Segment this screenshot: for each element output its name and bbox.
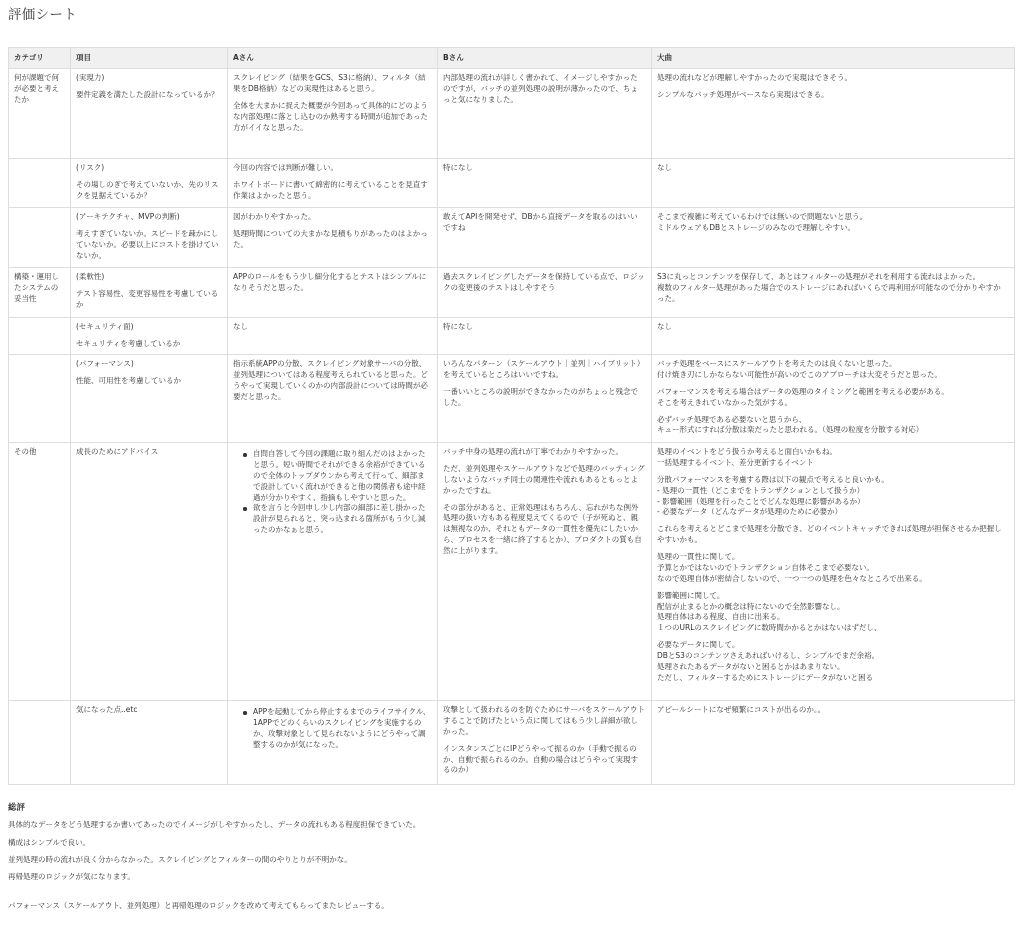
summary-section bbox=[8, 802, 1008, 919]
header-category: カテゴリ bbox=[9, 48, 71, 69]
a-cell bbox=[228, 69, 438, 159]
table-row bbox=[9, 268, 1015, 318]
cell-line: そこまで複雑に考えているわけでは無いので問題ないと思う。 bbox=[657, 212, 867, 221]
cell-paragraph: 内部処理の流れが詳しく書かれて、イメージしやすかったのですが、バッチの並列処理の説明が薄かったので、ちょっと気になりました。 bbox=[443, 73, 638, 104]
c-cell bbox=[652, 355, 1015, 443]
summary-line: 具体的なデータをどう処理するか書いてあったのでイメージがしやすかったし、データの流れもある程度担保できていた。 bbox=[8, 820, 421, 830]
item-cell bbox=[71, 318, 228, 355]
a-cell bbox=[228, 355, 438, 443]
cell-paragraph: 性能、可用性を考慮しているか bbox=[76, 375, 181, 385]
b-cell bbox=[438, 443, 652, 701]
b-cell bbox=[438, 268, 652, 318]
item-cell bbox=[71, 208, 228, 268]
b-cell bbox=[438, 159, 652, 208]
cell-paragraph: (実現力) bbox=[76, 73, 105, 82]
cell-paragraph bbox=[657, 415, 1008, 437]
cell-paragraph: 全体を大まかに捉えた概要が今回あって具体的にどのような内部処理に落とし込むのか熟考する時間が追加であった方がイイなと思った。 bbox=[233, 100, 428, 132]
a-cell bbox=[228, 268, 438, 318]
category-cell bbox=[9, 318, 71, 355]
category-cell: 構築・運用したシステムの妥当性 bbox=[9, 268, 71, 318]
cell-paragraph: バッチ中身の処理の流れが丁寧でわかりやすかった。 bbox=[443, 447, 623, 456]
cell-line: 処理の一貫性に関して。 bbox=[657, 552, 740, 561]
item-cell bbox=[71, 159, 228, 208]
cell-paragraph: これらを考えるとどこまで処理を分散でき、どのイベントキャッチできれば処理が担保させるか把握しやすいかも。 bbox=[657, 524, 1002, 545]
cell-line: S3に丸っとコンテンツを保存して、あとはフィルターの処理がそれを利用する流れはよかった。 bbox=[657, 272, 981, 281]
c-cell bbox=[652, 268, 1015, 318]
cell-paragraph: その場しのぎで考えていないか、先のリスクを見据えているか？ bbox=[76, 179, 219, 200]
cell-paragraph: 敢えてAPIを開発せず、DBから直接データを取るのはいいですね bbox=[443, 212, 638, 232]
cell-paragraph: 要件定義を満たした設計になっているか？ bbox=[76, 89, 219, 99]
cell-line: キュー形式にすれば分散は楽だったと思われる。（処理の粒度を分散する対応） bbox=[657, 425, 924, 435]
bullet-list bbox=[233, 707, 431, 751]
cell-line: ただし、フィルターするためにストレージにデータがないと困る bbox=[657, 672, 874, 682]
cell-line: そこを考えきれていなかった気がする。 bbox=[657, 397, 792, 407]
cell-paragraph bbox=[657, 552, 1008, 585]
cell-paragraph: (リスク) bbox=[76, 163, 105, 172]
category-cell: その他 bbox=[9, 443, 71, 701]
list-item: 欲を言うと今回申し少し内部の細部に差し掛かった設計が見られると、突っ込まれる箇所がもう少し減ったのかなぁと思う。 bbox=[241, 503, 431, 536]
cell-paragraph bbox=[657, 359, 1008, 381]
item-cell bbox=[71, 69, 228, 159]
c-cell bbox=[652, 701, 1015, 785]
c-cell bbox=[652, 69, 1015, 159]
category-cell bbox=[9, 701, 71, 785]
summary-heading: 総評 bbox=[8, 803, 26, 813]
list-item: 自問自答して今回の課題に取り組んだのはよかったと思う。短い時間でそれができる余裕ができているので全体のトップダウンから考えて行って、細部まで設計していく流れができると他の関係者も途中経過が分かりやすく、指摘もしやすいと思った。 bbox=[241, 449, 431, 503]
b-cell bbox=[438, 355, 652, 443]
cell-paragraph: スクレイピング（結果をGCS、S3に格納）、フィルタ（結果をDB格納）などの実現性はあると思う。 bbox=[233, 73, 426, 93]
category-cell bbox=[9, 208, 71, 268]
table-row bbox=[9, 443, 1015, 701]
cell-line: 処理自体はある程度、自由に出来る。 bbox=[657, 612, 785, 622]
cell-paragraph: (パフォーマンス) bbox=[76, 359, 134, 368]
cell-line: 一括処理するイベント、差分更新するイベント bbox=[657, 457, 814, 467]
cell-paragraph: なし bbox=[657, 163, 672, 172]
table-row bbox=[9, 701, 1015, 785]
cell-line: ミドルウェアもDBとストレージのみなので理解しやすい。 bbox=[657, 222, 855, 232]
cell-line: パフォーマンスを考える場合はデータの処理のタイミングと範囲を考える必要がある。 bbox=[657, 386, 949, 396]
a-cell bbox=[228, 208, 438, 268]
table-row bbox=[9, 318, 1015, 355]
cell-paragraph bbox=[657, 212, 1008, 234]
table-row bbox=[9, 355, 1015, 443]
cell-paragraph bbox=[657, 447, 1008, 469]
cell-line: - 必要なデータ（どんなデータが処理のために必要か） bbox=[657, 507, 843, 517]
cell-line: DBとS3のコンテンツさえあればいけるし、シンプルでまだ余裕。 bbox=[657, 651, 880, 660]
a-cell bbox=[228, 701, 438, 785]
cell-paragraph: ホワイトボードに書いて綿密的に考えていることを見直す作業はよかったと思う。 bbox=[233, 179, 428, 200]
item-cell bbox=[71, 443, 228, 701]
cell-line: 付け焼き刃にしかならない可能性が高いのでこのアプローチは大変そうだと思った。 bbox=[657, 369, 942, 379]
header-item: 項目 bbox=[71, 48, 228, 69]
cell-line: なので処理自体が密結合しないので、一つ一つの処理を色々なところで出来る。 bbox=[657, 573, 927, 583]
cell-paragraph: 過去スクレイピングしたデータを保持している点で、ロジックの変更後のテストはしやすそう bbox=[443, 272, 645, 292]
cell-line: 処理のイベントをどう扱うか考えると面白いかもね。 bbox=[657, 447, 837, 456]
c-cell bbox=[652, 208, 1015, 268]
cell-paragraph: 図がわかりやすかった。 bbox=[233, 212, 316, 221]
cell-paragraph bbox=[657, 475, 1008, 519]
b-cell bbox=[438, 318, 652, 355]
cell-line: 必ずバッチ処理である必要ないと思うから、 bbox=[657, 414, 807, 424]
item-cell bbox=[71, 268, 228, 318]
cell-paragraph bbox=[657, 591, 1008, 635]
cell-line: 分散パフォーマンスを考慮する際は以下の観点で考えると良いかも。 bbox=[657, 474, 889, 484]
cell-line: 必要なデータに関して。 bbox=[657, 640, 740, 650]
b-cell bbox=[438, 69, 652, 159]
cell-paragraph: 指示系統APPの分散、スクレイピング対象サーバの分散、並列処理についてはある程度考えられていると思った。どうやって実現していくのかの内部設計については時間が必要だと思った。 bbox=[233, 359, 428, 401]
cell-paragraph: いろんなパターン（スケールアウト｜並列｜ハイブリット）を考えているところはいいですね。 bbox=[443, 359, 645, 379]
c-cell bbox=[652, 318, 1015, 355]
cell-line: - 処理の一貫性（どこまでをトランザクションとして扱うか） bbox=[657, 485, 865, 495]
header-b: Bさん bbox=[438, 48, 652, 69]
a-cell bbox=[228, 318, 438, 355]
cell-line: - 影響範囲（処理を行ったことでどんな処理に影響があるか） bbox=[657, 496, 865, 506]
summary-final: パフォーマンス（スケールアウト、並列処理）と再帰処理のロジックを改めて考えてもらってまたレビューする。 bbox=[8, 901, 389, 911]
cell-paragraph: 成長のためにアドバイス bbox=[76, 447, 159, 456]
cell-paragraph: なし bbox=[657, 322, 672, 331]
cell-paragraph bbox=[657, 272, 1008, 305]
summary-line: 構成はシンプルで良い。 bbox=[8, 837, 91, 847]
table-row bbox=[9, 159, 1015, 208]
cell-paragraph: 処理時間についての大まかな見積もりがあったのはよかった。 bbox=[233, 228, 428, 249]
header-a: Aさん bbox=[228, 48, 438, 69]
b-cell bbox=[438, 701, 652, 785]
cell-paragraph: 今回の内容では判断が難しい。 bbox=[233, 163, 338, 172]
cell-paragraph: 攻撃として扱われるのを防ぐためにサーバをスケールアウトすることで防げたという点に関してはもう少し詳細が欲しかった。 bbox=[443, 705, 645, 736]
cell-paragraph: 考えすぎていないか。スピードを疎かにしていないか。必要以上にコストを掛けていないか。 bbox=[76, 228, 219, 260]
cell-paragraph: シンプルなバッチ処理がベースなら実現はできる。 bbox=[657, 89, 829, 99]
cell-line: 影響範囲に関して。 bbox=[657, 590, 725, 600]
cell-paragraph: (柔軟性) bbox=[76, 272, 105, 281]
cell-paragraph: ただ、並列処理やスケールアウトなどで処理のバッティングしないようなバッチ同士の関連性や流れもあるともっとよかったですね。 bbox=[443, 463, 645, 495]
cell-paragraph: 気になった点..etc bbox=[76, 705, 138, 714]
c-cell bbox=[652, 159, 1015, 208]
table-row bbox=[9, 208, 1015, 268]
a-cell bbox=[228, 159, 438, 208]
list-item: APPを起動してから停止するまでのライフサイクル、1APPでどのくらいのスクレイピングを実施するのか、攻撃対象として見られないようにどうやって調整するのかが気になった。 bbox=[241, 707, 431, 751]
cell-paragraph: 特になし bbox=[443, 163, 473, 172]
bullet-list bbox=[233, 449, 431, 536]
table-row bbox=[9, 69, 1015, 159]
cell-paragraph: テスト容易性、変更容易性を考慮しているか bbox=[76, 288, 219, 309]
cell-paragraph bbox=[657, 387, 1008, 409]
cell-paragraph: (アーキテクチャ、MVPの判断) bbox=[76, 212, 180, 221]
cell-paragraph: 処理の流れなどが理解しやすかったので実現はできそう。 bbox=[657, 73, 852, 82]
cell-paragraph: 一番いいところの説明ができなかったのがちょっと残念でした。 bbox=[443, 386, 638, 407]
cell-line: 配信が止まるとかの概念は特にないので全然影響なし。 bbox=[657, 601, 845, 611]
cell-paragraph: その部分があると、正常処理はもちろん、忘れがちな例外処理の扱い方もある程度見えてくるので（子が死ぬと、親は無視なのか、それともデータの一貫性を優先にしたいから、プロセスを一緒に終了するとか）、プロダクトの質も自然に上がります。 bbox=[443, 502, 642, 555]
summary-line: 並列処理の時の流れが良く分からなかった。スクレイピングとフィルターの間のやりとりが不明かな。 bbox=[8, 855, 352, 865]
cell-paragraph bbox=[657, 640, 1008, 684]
evaluation-table bbox=[8, 47, 1015, 785]
cell-paragraph: APPのロールをもう少し細分化するとテストはシンプルになりそうだと思った。 bbox=[233, 272, 427, 292]
category-cell: 何が課題で何が必要と考えたか bbox=[9, 69, 71, 159]
item-cell bbox=[71, 701, 228, 785]
a-cell bbox=[228, 443, 438, 701]
cell-paragraph: セキュリティを考慮しているか bbox=[76, 338, 181, 348]
cell-paragraph: アピールシートになぜ頻繁にコストが出るのか。。 bbox=[657, 705, 826, 714]
c-cell bbox=[652, 443, 1015, 701]
item-cell bbox=[71, 355, 228, 443]
header-c: 大曲 bbox=[652, 48, 1015, 69]
page-title: 評価シート bbox=[8, 7, 77, 23]
b-cell bbox=[438, 208, 652, 268]
summary-line: 再帰処理のロジックが気になります。 bbox=[8, 872, 135, 882]
cell-paragraph: インスタンスごとにIPどうやって振るのか（手動で振るのか、自動で振られるのか。自動の場合はどうやって実現するのか） bbox=[443, 743, 638, 775]
cell-paragraph: 特になし bbox=[443, 322, 473, 331]
category-cell bbox=[9, 159, 71, 208]
table-header-row bbox=[9, 48, 1015, 69]
cell-line: 処理されたあるデータがないと困るとかはあまりない。 bbox=[657, 661, 845, 671]
category-cell bbox=[9, 355, 71, 443]
cell-paragraph: なし bbox=[233, 322, 248, 331]
cell-line: １つのURLのスクレイピングに数時間かかるとかはないはずだし、 bbox=[657, 623, 882, 633]
cell-line: 予算とかではないのでトランザクション自体そこまで必要ない。 bbox=[657, 562, 874, 572]
cell-line: 複数のフィルター処理があった場合でのストレージにあればいくらで再利用が可能なので分かりやすかった。 bbox=[657, 282, 1001, 303]
cell-paragraph: (セキュリティ面) bbox=[76, 322, 134, 331]
cell-line: バッチ処理をベースにスケールアウトを考えたのは良くないと思った。 bbox=[657, 359, 897, 368]
